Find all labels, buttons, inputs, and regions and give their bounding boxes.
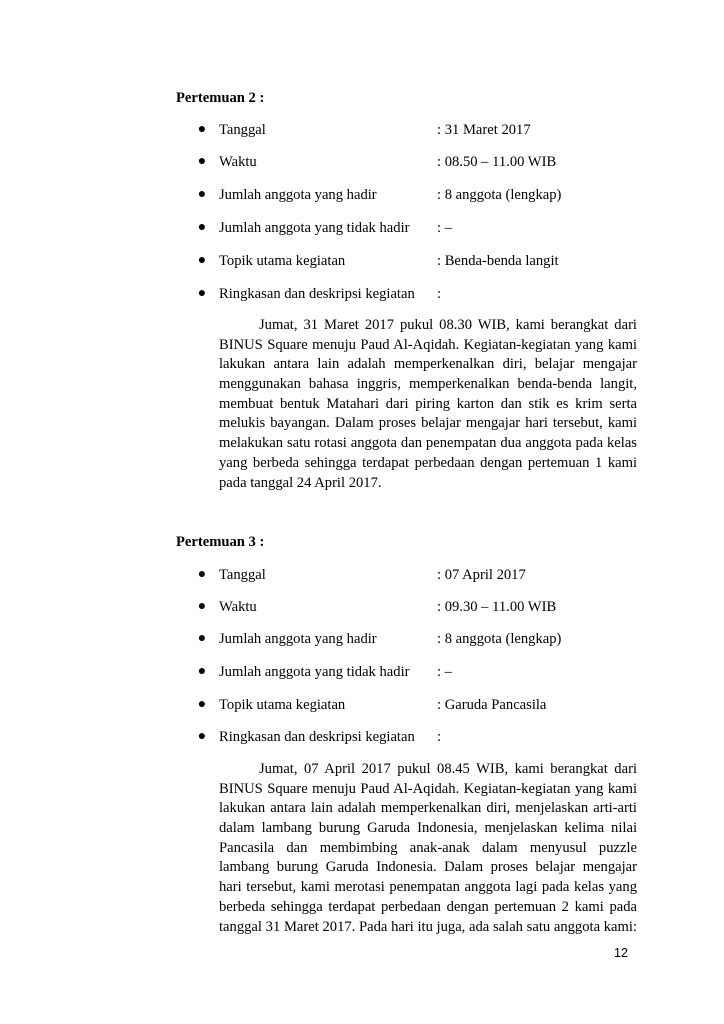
item-value: : 08.50 – 11.00 WIB xyxy=(437,154,557,170)
paragraph-line: lambang burung Garuda Indonesia. Dalam proses belajar mengajar xyxy=(219,859,637,876)
bullet-icon: ● xyxy=(197,631,207,646)
bullet-icon: ● xyxy=(197,729,207,744)
paragraph-line: lakukan antara lain adalah memperkenalkan diri, belajar mengajar xyxy=(219,356,637,373)
paragraph-line: tanggal 31 Maret 2017. Pada hari itu juga, ada salah satu anggota kami: xyxy=(219,918,637,935)
bullet-icon: ● xyxy=(197,253,207,268)
paragraph-line: BINUS Square menuju Paud Al-Aqidah. Kegiatan-kegiatan yang kami xyxy=(219,336,637,353)
item-label: Jumlah anggota yang hadir xyxy=(219,631,377,647)
paragraph-line: Jumat, 31 Maret 2017 pukul 08.30 WIB, kami berangkat dari xyxy=(259,317,637,333)
item-value: : xyxy=(437,729,442,745)
item-label: Jumlah anggota yang tidak hadir xyxy=(219,664,410,680)
item-label: Topik utama kegiatan xyxy=(219,697,346,713)
bullet-icon: ● xyxy=(197,286,207,301)
paragraph-line: menggunakan bahasa inggris, memperkenalkan benda-benda langit, xyxy=(219,376,637,393)
bullet-icon: ● xyxy=(197,697,207,712)
paragraph-line: berbeda sehingga terdapat perbedaan dengan pertemuan 2 kami pada xyxy=(219,898,637,915)
item-label: Ringkasan dan deskripsi kegiatan xyxy=(219,286,415,302)
bullet-icon: ● xyxy=(197,664,207,679)
paragraph-line: yang berbeda sehingga terdapat perbedaan dengan pertemuan 1 kami xyxy=(219,454,637,471)
bullet-icon: ● xyxy=(197,599,207,614)
paragraph-line: hari tersebut, kami merotasi penempatan anggota lagi pada kelas yang xyxy=(219,879,637,896)
item-value: : Garuda Pancasila xyxy=(437,697,547,713)
description-paragraph xyxy=(219,316,637,493)
item-label: Waktu xyxy=(219,599,257,615)
item-value: : xyxy=(437,286,442,302)
item-label: Jumlah anggota yang tidak hadir xyxy=(219,220,410,236)
paragraph-line: melakukan satu rotasi anggota dan penempatan dua anggota pada kelas xyxy=(219,435,637,452)
paragraph-line: lakukan antara lain adalah memperkenalkan diri, menjelaskan arti-arti xyxy=(219,800,637,817)
item-label: Jumlah anggota yang hadir xyxy=(219,187,377,203)
bullet-icon: ● xyxy=(197,567,207,582)
page-number: 12 xyxy=(614,946,628,960)
item-value: : 8 anggota (lengkap) xyxy=(437,187,562,203)
item-value: : 07 April 2017 xyxy=(437,567,526,583)
item-label: Waktu xyxy=(219,154,257,170)
item-value: : – xyxy=(437,220,452,236)
section-heading: Pertemuan 2 : xyxy=(176,90,265,106)
paragraph-line: dalam lambang burung Garuda Indonesia, menjelaskan kelima nilai xyxy=(219,820,637,837)
item-label: Tanggal xyxy=(219,567,266,583)
paragraph-line: Jumat, 07 April 2017 pukul 08.45 WIB, kami berangkat dari xyxy=(259,761,637,777)
bullet-icon: ● xyxy=(197,154,207,169)
paragraph-line: melukis bayangan. Dalam proses belajar mengajar hari tersebut, kami xyxy=(219,415,637,432)
item-label: Tanggal xyxy=(219,122,266,138)
item-value: : 31 Maret 2017 xyxy=(437,122,531,138)
bullet-icon: ● xyxy=(197,220,207,235)
paragraph-line: BINUS Square menuju Paud Al-Aqidah. Kegiatan-kegiatan yang kami xyxy=(219,780,637,797)
item-value: : – xyxy=(437,664,452,680)
bullet-icon: ● xyxy=(197,122,207,137)
item-label: Ringkasan dan deskripsi kegiatan xyxy=(219,729,415,745)
section-heading: Pertemuan 3 : xyxy=(176,534,265,550)
paragraph-line: membuat bentuk Matahari dari piring karton dan stik es krim serta xyxy=(219,395,637,412)
paragraph-line: pada tanggal 24 April 2017. xyxy=(219,474,382,491)
item-label: Topik utama kegiatan xyxy=(219,253,346,269)
item-value: : 09.30 – 11.00 WIB xyxy=(437,599,557,615)
item-value: : Benda-benda langit xyxy=(437,253,559,269)
description-paragraph xyxy=(219,760,637,937)
item-value: : 8 anggota (lengkap) xyxy=(437,631,562,647)
paragraph-line: Pancasila dan membimbing anak-anak dalam menyusul puzzle xyxy=(219,839,637,856)
bullet-icon: ● xyxy=(197,187,207,202)
